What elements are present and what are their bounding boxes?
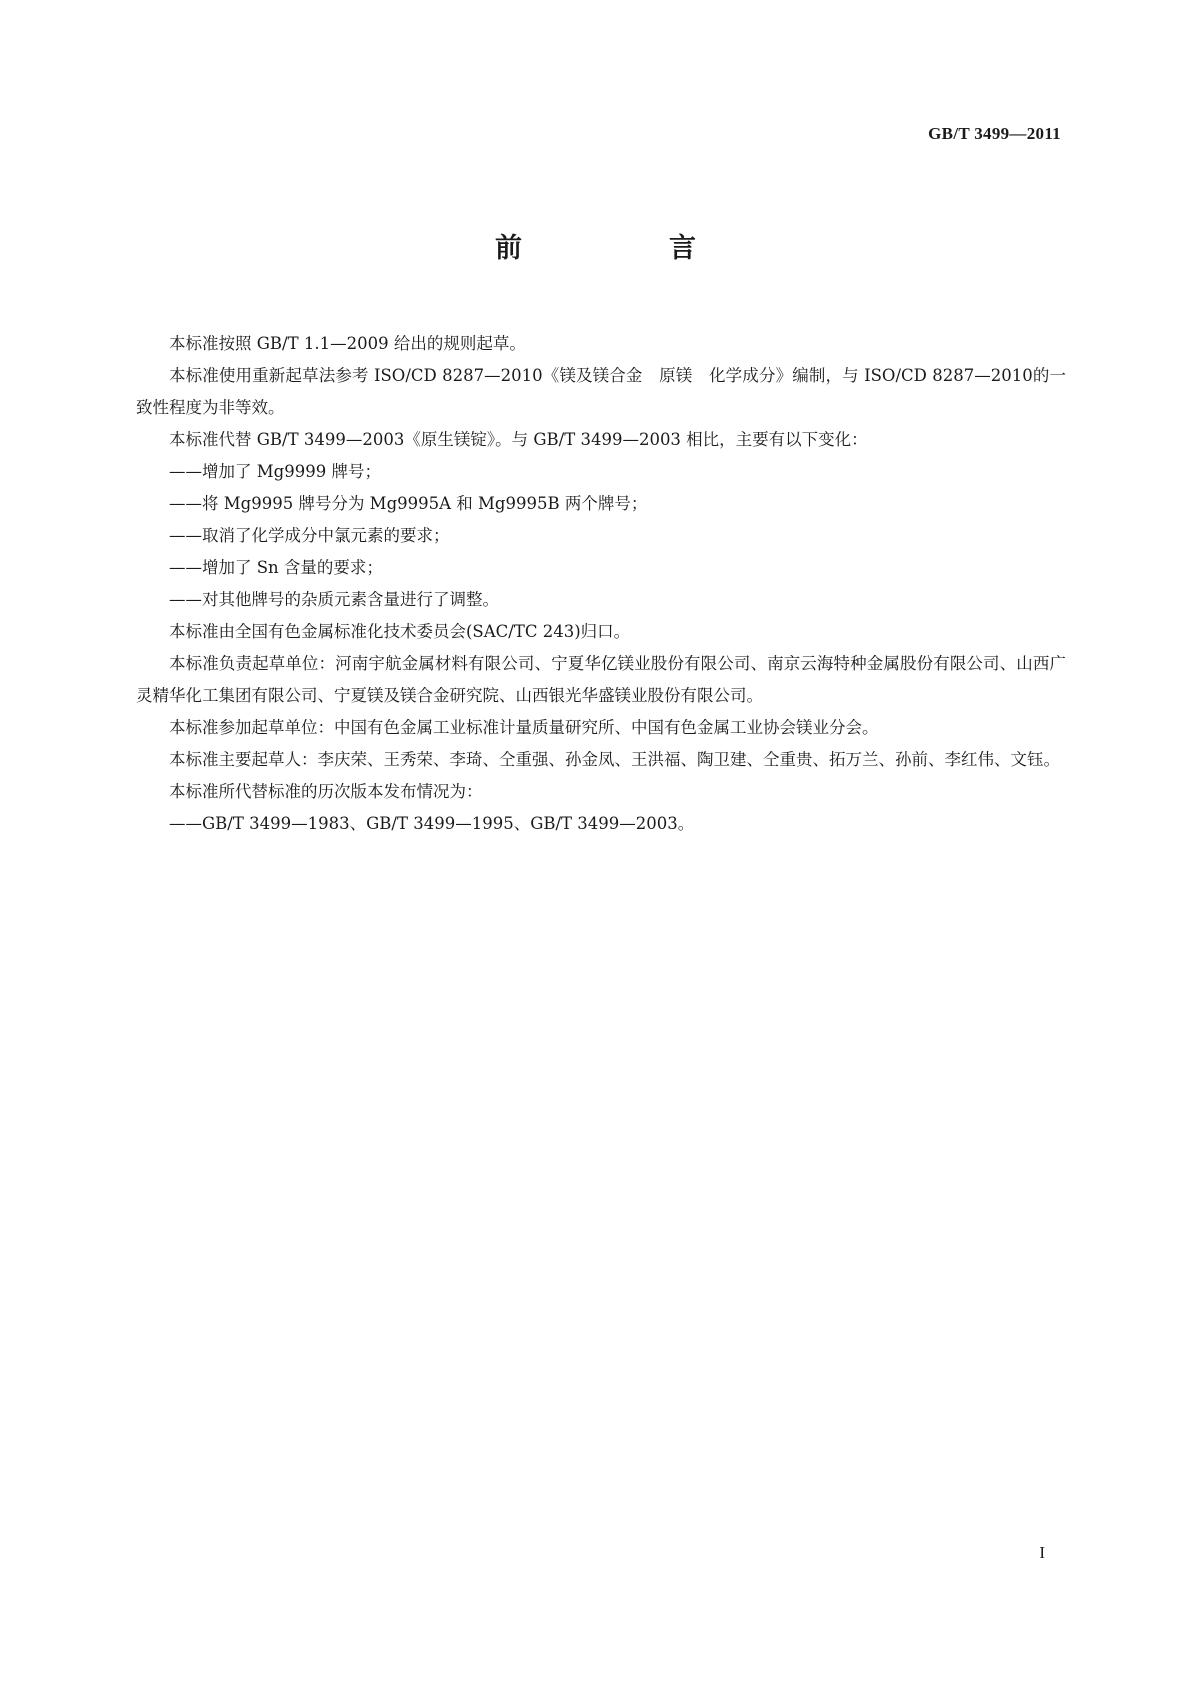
paragraph-reference-standard: 本标准使用重新起草法参考 ISO/CD 8287—2010《镁及镁合金 原镁 化学成分》编制，与 ISO/CD 8287—2010的一致性程度为非等效。: [136, 366, 1066, 417]
paragraph-drafters: 本标准主要起草人：李庆荣、王秀荣、李琦、仝重强、孙金凤、王洪福、陶卫建、仝重贵、拓万兰、孙前、李红伟、文钰。: [169, 750, 1060, 769]
page-number: I: [1039, 1543, 1045, 1562]
paragraph-replaces: 本标准代替 GB/T 3499—2003《原生镁锭》。与 GB/T 3499—2003 相比，主要有以下变化：: [169, 430, 868, 449]
change-item: ——增加了 Sn 含量的要求；: [169, 558, 383, 577]
paragraph-participating-units: 本标准参加起草单位：中国有色金属工业标准计量质量研究所、中国有色金属工业协会镁业分会。: [169, 718, 879, 737]
history-item: ——GB/T 3499—1983、GB/T 3499—1995、GB/T 3499—2003。: [169, 814, 695, 833]
paragraph-history-intro: 本标准所代替标准的历次版本发布情况为：: [169, 782, 483, 801]
change-item: ——将 Mg9995 牌号分为 Mg9995A 和 Mg9995B 两个牌号；: [169, 494, 648, 513]
change-item: ——取消了化学成分中氯元素的要求；: [169, 526, 450, 545]
paragraph-committee: 本标准由全国有色金属标准化技术委员会(SAC/TC 243)归口。: [169, 622, 631, 641]
paragraph-drafting-rules: 本标准按照 GB/T 1.1—2009 给出的规则起草。: [169, 334, 526, 353]
standard-code: GB/T 3499—2011: [928, 124, 1061, 143]
page-title: 前 言: [495, 233, 756, 264]
paragraph-responsible-units: 本标准负责起草单位：河南宇航金属材料有限公司、宁夏华亿镁业股份有限公司、南京云海特种金属股份有限公司、山西广灵精华化工集团有限公司、宁夏镁及镁合金研究院、山西银光华盛镁业股份有限公司。: [136, 654, 1066, 705]
foreword-body: [136, 328, 1066, 840]
change-item: ——增加了 Mg9999 牌号；: [169, 462, 381, 481]
change-item: ——对其他牌号的杂质元素含量进行了调整。: [169, 590, 499, 609]
